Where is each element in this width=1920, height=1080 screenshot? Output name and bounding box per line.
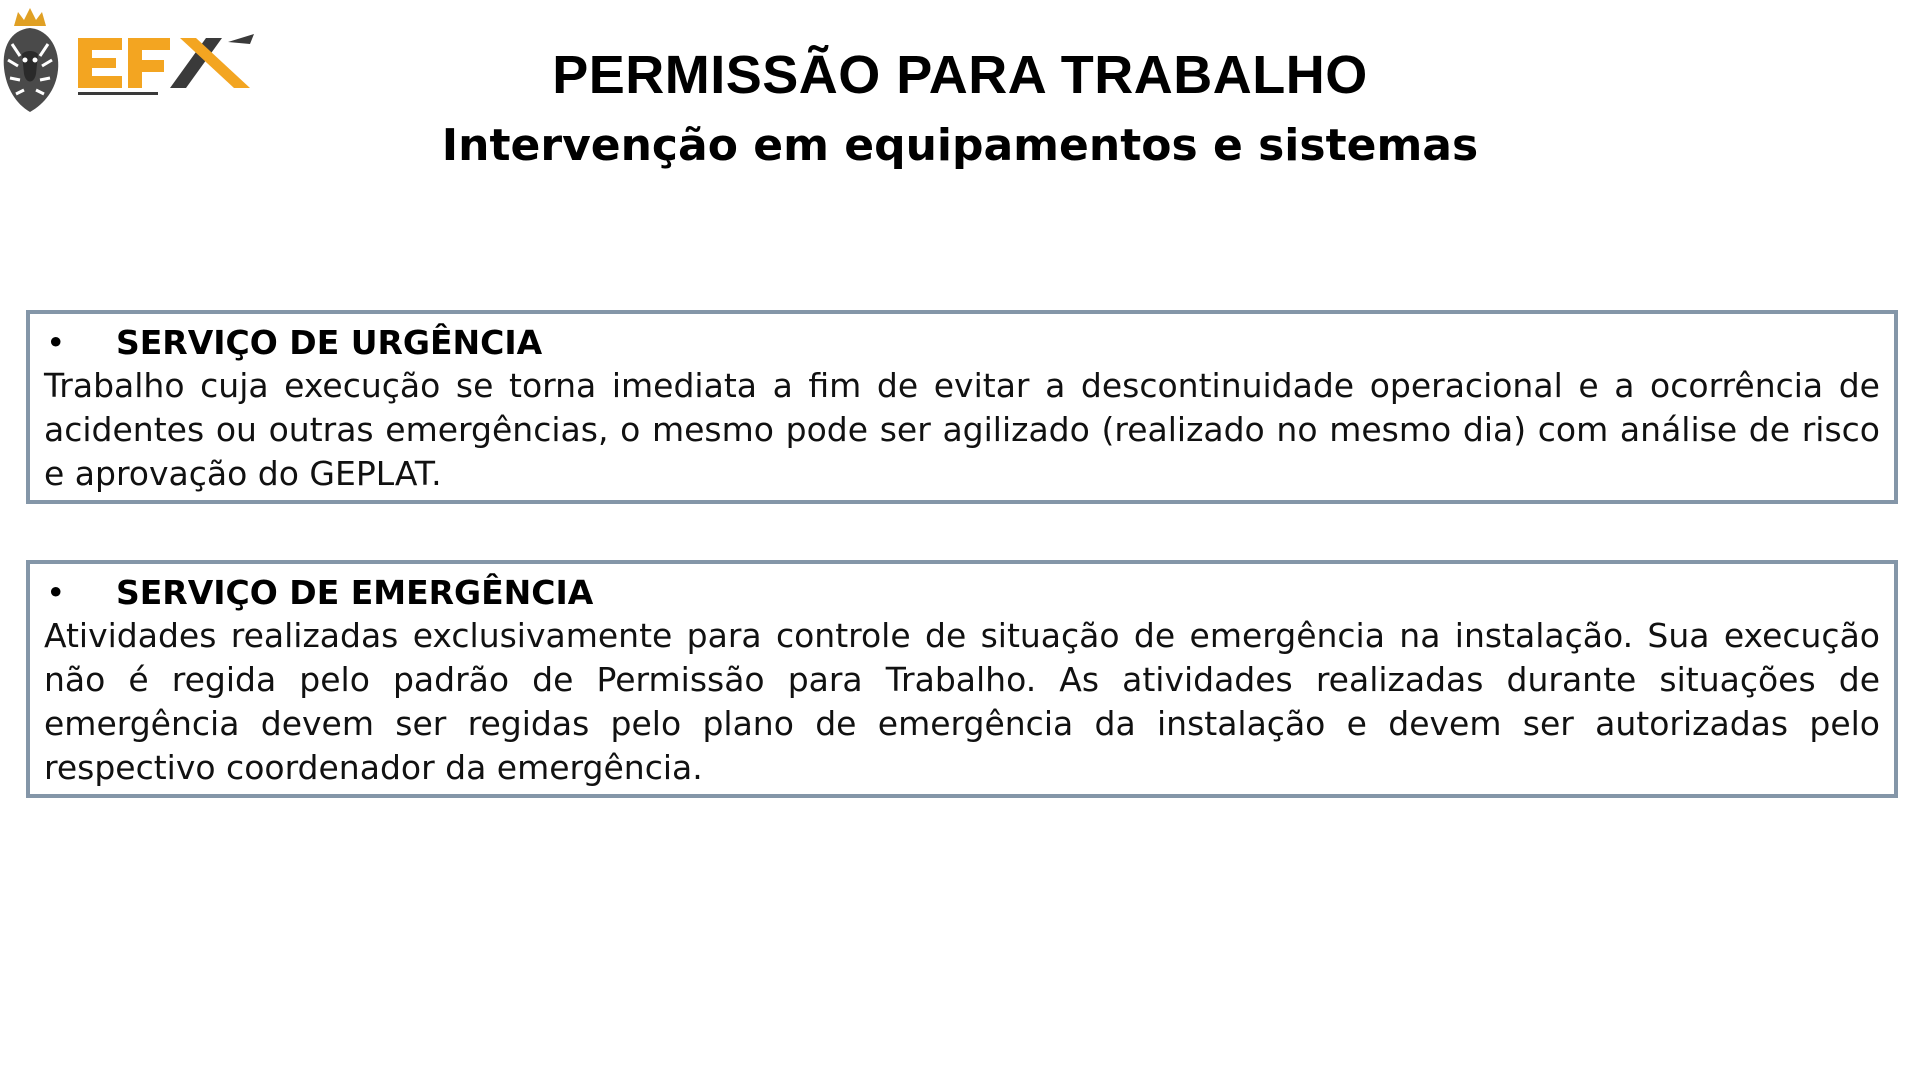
section-heading: SERVIÇO DE EMERGÊNCIA [116,573,594,612]
section-body: Atividades realizadas exclusivamente para controle de situação de emergência na instalação. Sua execução não é regida pelo padrão de Permissão para Trabalho. As atividades realizadas durante situações de emergência devem ser regidas pelo plano de emergência da instalação e devem ser autorizadas pelo respectivo coordenador da emergência. [44,616,1880,787]
page-subtitle: Intervenção em equipamentos e sistemas [441,120,1479,171]
section-heading-row [44,322,1880,364]
bullet: • [46,323,66,362]
section-body: Trabalho cuja execução se torna imediata a fim de evitar a descontinuidade operacional e a ocorrência de acidentes ou outras emergências, o mesmo pode ser agilizado (realizado no mesmo dia) com análise de risco e aprovação do GEPLAT. [44,366,1880,493]
section-heading-row [44,572,1880,614]
section-box-urgencia [26,310,1898,504]
section-heading: SERVIÇO DE URGÊNCIA [116,323,543,362]
section-box-emergencia [26,560,1898,798]
page-title: PERMISSÃO PARA TRABALHO [552,45,1368,105]
bullet: • [46,573,66,612]
